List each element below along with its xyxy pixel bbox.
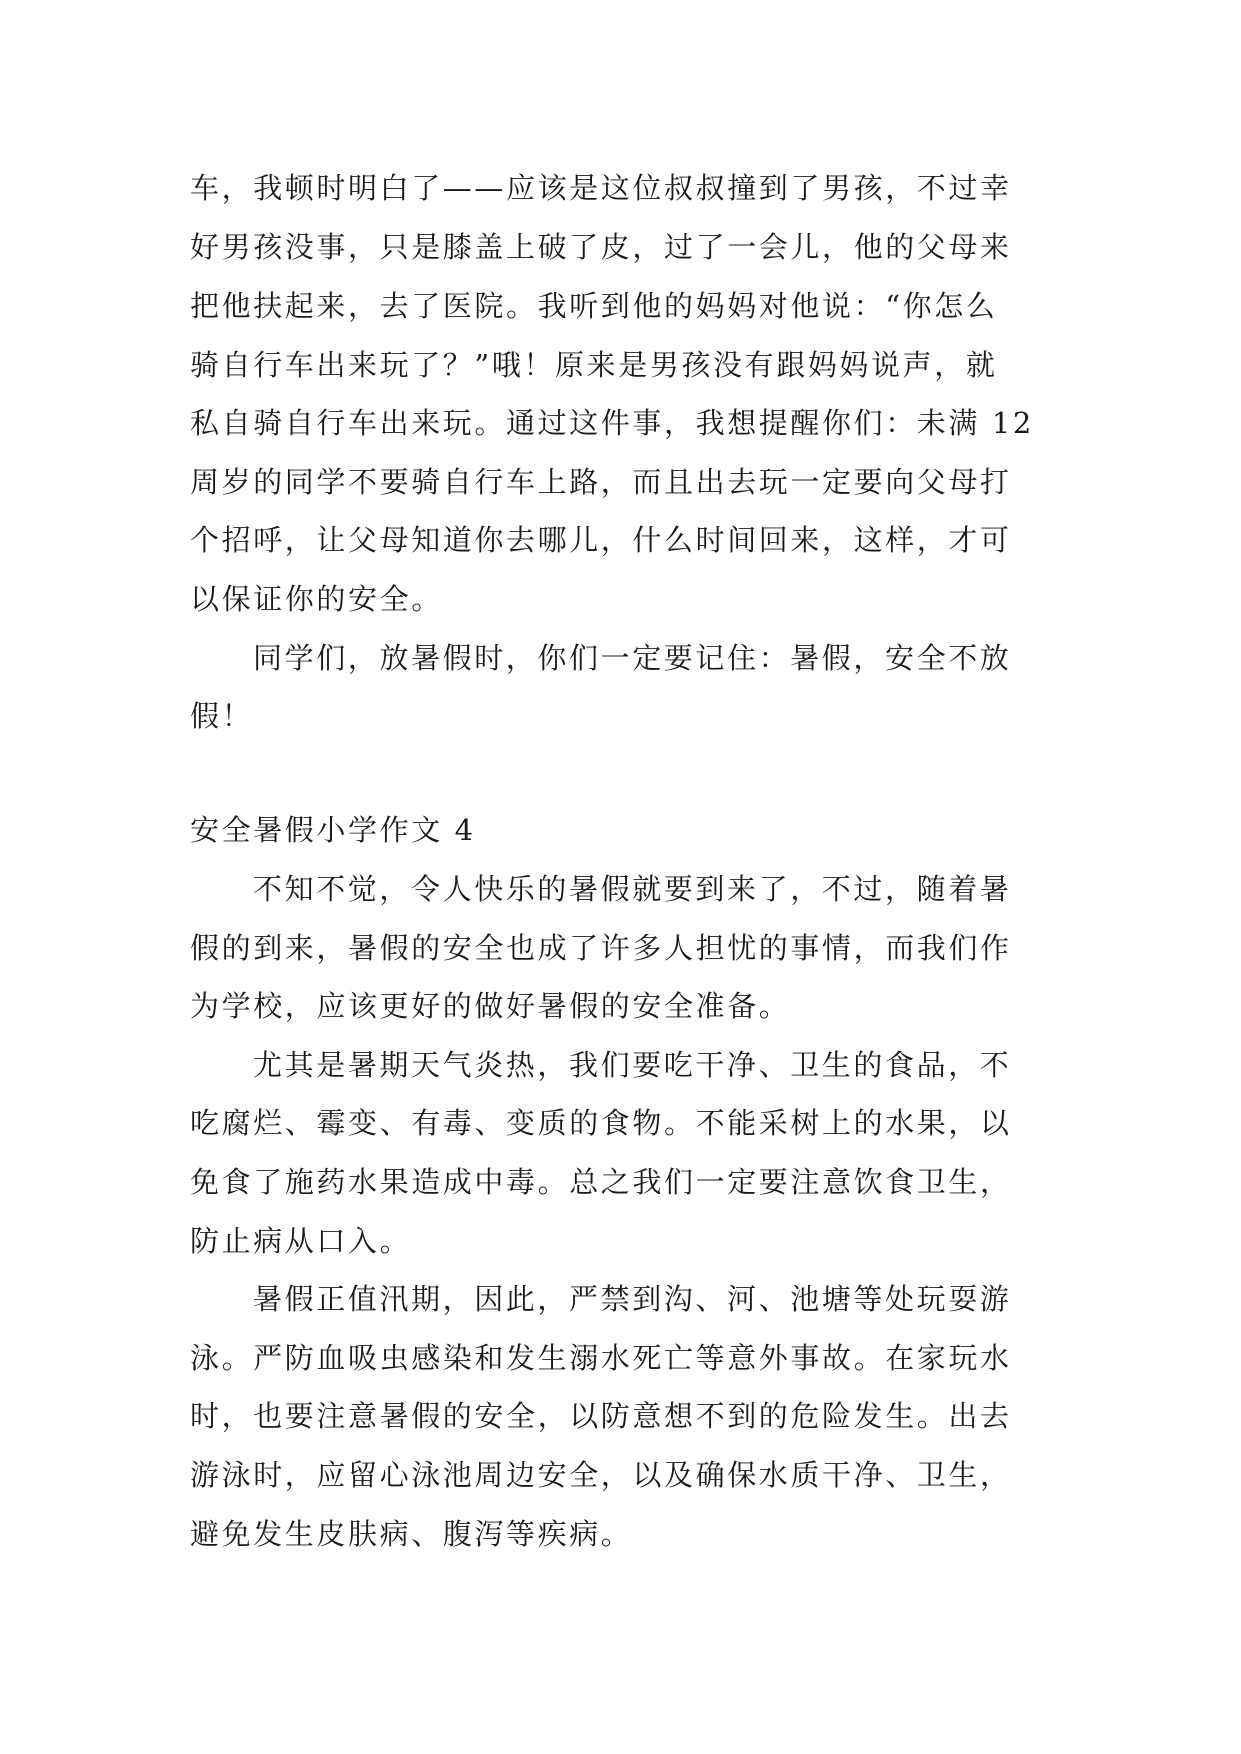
paragraph-line: 泳。严防血吸虫感染和发生溺水死亡等意外事故。在家玩水 bbox=[190, 1341, 1012, 1375]
paragraph-line: 假的到来，暑假的安全也成了许多人担忧的事情，而我们作 bbox=[190, 931, 1012, 965]
paragraph-line: 不知不觉，令人快乐的暑假就要到来了，不过，随着暑 bbox=[253, 872, 1012, 906]
paragraph-line: 私自骑自行车出来玩。通过这件事，我想提醒你们：未满 12 bbox=[190, 406, 1034, 440]
paragraph-line: 车，我顿时明白了——应该是这位叔叔撞到了男孩，不过幸 bbox=[190, 171, 1012, 205]
paragraph-line: 周岁的同学不要骑自行车上路，而且出去玩一定要向父母打 bbox=[190, 465, 1012, 499]
paragraph-line: 把他扶起来，去了医院。我听到他的妈妈对他说：“你怎么 bbox=[190, 289, 998, 323]
paragraph-line: 同学们，放暑假时，你们一定要记住：暑假，安全不放 bbox=[253, 641, 1012, 675]
paragraph-line: 避免发生皮肤病、腹泻等疾病。 bbox=[190, 1517, 633, 1551]
paragraph-line: 骑自行车出来玩了？”哦！原来是男孩没有跟妈妈说声，就 bbox=[190, 348, 998, 382]
paragraph-line: 以保证你的安全。 bbox=[190, 582, 443, 616]
paragraph-line: 暑假正值汛期，因此，严禁到沟、河、池塘等处玩耍游 bbox=[253, 1282, 1012, 1316]
paragraph-line: 假！ bbox=[190, 699, 254, 733]
paragraph-line: 好男孩没事，只是膝盖上破了皮，过了一会儿，他的父母来 bbox=[190, 230, 1012, 264]
paragraph-line: 游泳时，应留心泳池周边安全，以及确保水质干净、卫生， bbox=[190, 1458, 1012, 1492]
essay-title: 安全暑假小学作文 4 bbox=[190, 813, 476, 847]
paragraph-line: 个招呼，让父母知道你去哪儿，什么时间回来，这样，才可 bbox=[190, 523, 1012, 557]
paragraph-line: 免食了施药水果造成中毒。总之我们一定要注意饮食卫生， bbox=[190, 1165, 1012, 1199]
paragraph-line: 吃腐烂、霉变、有毒、变质的食物。不能采树上的水果，以 bbox=[190, 1106, 1012, 1140]
paragraph-line: 尤其是暑期天气炎热，我们要吃干净、卫生的食品，不 bbox=[253, 1048, 1012, 1082]
paragraph-line: 时，也要注意暑假的安全，以防意想不到的危险发生。出去 bbox=[190, 1399, 1012, 1433]
paragraph-line: 为学校，应该更好的做好暑假的安全准备。 bbox=[190, 989, 791, 1023]
paragraph-line: 防止病从口入。 bbox=[190, 1224, 412, 1258]
